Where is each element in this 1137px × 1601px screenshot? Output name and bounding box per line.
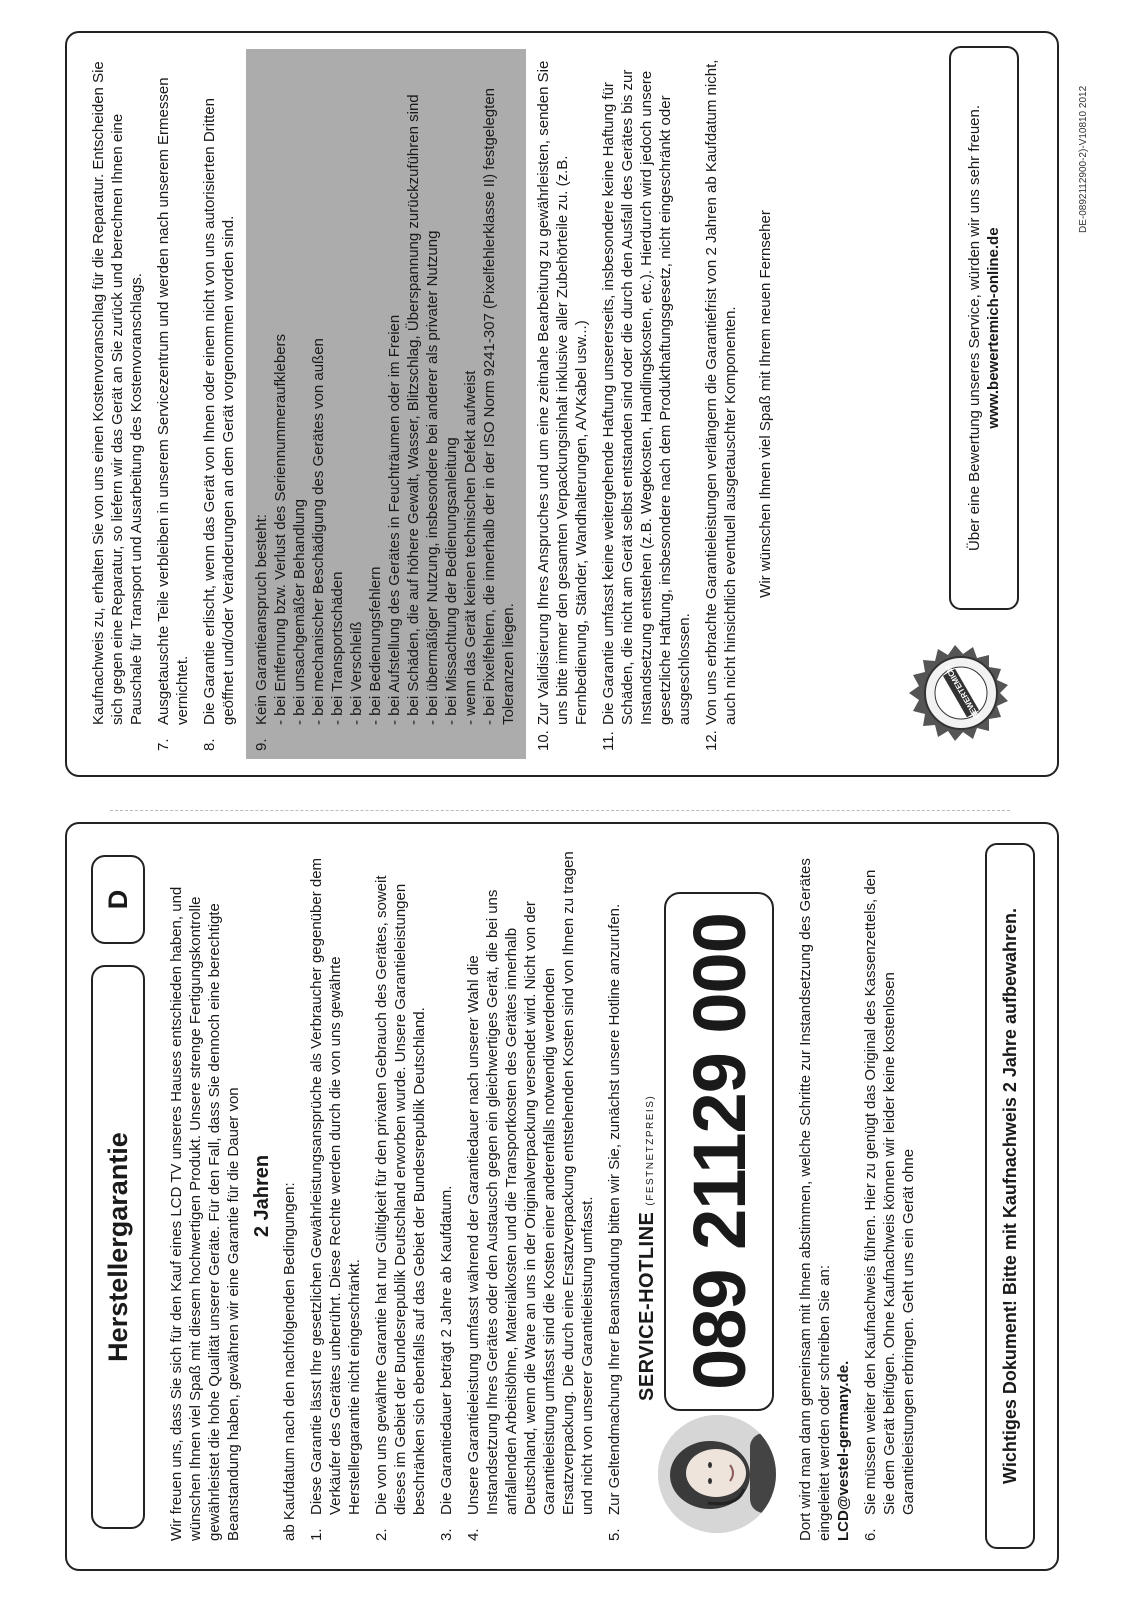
- list-item: 11. Die Garantie umfasst keine weitergehende Haftung unsererseits, insbesondere keine Haftung für Schäden, die nicht am Gerät selbst entstanden sind oder die durch den Ausfall des Gerätes bis zur Instandsetzung entstehen (z.B. Wegekosten, Handlingskosten, etc.). Hierdurch wird jedoch unsere gesetzliche Haftung, insbesondere nach dem Produkthaftungsgesetz, nicht eingeschränkt oder ausgeschlossen.: [600, 69, 693, 751]
- fold-divider: [110, 810, 1010, 811]
- exclusion-line: - bei unsachgemäßer Behandlung: [291, 499, 308, 725]
- important-notice: Wichtiges Dokument! Bitte mit Kaufnachweis 2 Jahre aufbewahren.: [985, 843, 1035, 1549]
- contact-email[interactable]: LCD@vestel-germany.de.: [835, 1360, 852, 1541]
- left-panel: [65, 822, 1059, 1571]
- exclusion-line: - bei Verschleiß: [348, 621, 365, 725]
- right-panel: [65, 31, 1059, 777]
- list-item: 1. Diese Garantie lässt Ihre gesetzlichen Gewährleistungsansprüche als Verbraucher gegenüber dem Verkäufer des Gerätes unberührt. Diese Rechte werden durch die von uns gewährte Herstellergarantie nicht eingeschränkt.: [308, 857, 363, 1541]
- exclusion-line: - bei übermäßiger Nutzung, insbesondere bei anderer als privater Nutzung: [424, 230, 441, 725]
- exclusion-line: - bei Entfernung bzw. Verlust des Seriennummeraufklebers: [272, 333, 289, 725]
- right-body: [89, 57, 775, 751]
- list-item: 3. Die Garantiedauer beträgt 2 Jahre ab Kaufdatum.: [438, 1185, 455, 1541]
- hotline-agent-avatar: [658, 1415, 776, 1533]
- exclusions-box: [246, 49, 526, 759]
- list-item: 5. Zur Geltendmachung Ihrer Beanstandung bitten wir Sie, zunächst unsere Hotline anzurufen.: [606, 903, 623, 1541]
- list-item: 6. Sie müssen weiter den Kaufnachweis führen. Hier zu genügt das Original des Kassenzettels, den Sie dem Gerät beifügen. Ohne Kaufnachweis können wir leider keine kostenlosen Garantieleistungen erbringen. Geht uns ein Gerät ohne: [862, 869, 917, 1541]
- exclusion-line: - bei Bedienungsfehlern: [367, 566, 384, 725]
- hotline-title: SERVICE-HOTLINE(FESTNETZPREIS): [636, 1094, 658, 1401]
- exclusions-heading: Kein Garantieanspruch besteht:: [253, 514, 270, 725]
- country-code-badge: D: [91, 855, 145, 944]
- list-item: 12. Von uns erbrachte Garantieleistungen verlängern die Garantiefrist von 2 Jahren ab Kaufdatum nicht, auch nicht hinsichtlich eventuell ausgetauschter Komponenten.: [703, 59, 739, 751]
- exclusion-line: - bei Aufstellung des Gerätes in Feuchträumen oder im Freien: [386, 314, 403, 725]
- exclusion-line: - bei Schäden, die auf höhere Gewalt, Wasser, Blitzschlag, Überspannung zurückzuführen sind: [405, 94, 422, 725]
- warranty-duration: 2 Jahren: [251, 1154, 273, 1238]
- list-item: 4. Unsere Garantieleistung umfasst während der Garantiedauer nach unserer Wahl die Instandsetzung Ihres Gerätes oder den Austausch gegen ein gleichwertiges Gerät, die bei uns anfallenden Arbeitslöhne, Materialkosten und die Transportkosten des Gerätes innerhalb Deutschland, wenn die Ware an uns in der Originalverpackung versendet wird. Nicht von der Garantieleistung umfasst sind die Kosten einer anderenfalls notwendig werdenden Ersatzverpackung. Die durch eine Ersatzverpackung entstehenden Kosten sind von Ihnen zu tragen und nicht von unserer Garantieleistung umfasst.: [465, 851, 596, 1541]
- exclusion-line: - bei Transportschäden: [329, 571, 346, 725]
- service-hotline: [632, 851, 782, 1541]
- list-item: 2. Die von uns gewährte Garantie hat nur Gültigkeit für den privaten Gebrauch des Gerätes, soweit dieses im Gebiet der Bundesrepublik Deutschland erworben wurde. Unsere Garantieleistungen beschränken sich ebenfalls auf das Gebiet der Bundesrepublik Deutschland.: [373, 875, 428, 1541]
- review-box: [949, 46, 1019, 610]
- intro-text: Wir freuen uns, dass Sie sich für den Kauf eines LCD TV unseres Hauses entschieden haben, und wünschen Ihnen viel Spaß mit diesem hochwertigen Produkt. Unsere strenge Fertigungskontrolle gewährleistet die hohe Qualität unserer Geräte. Für den Fall, dass Sie dennoch eine berechtigte Beanstandung haben, gewähren wir eine Garantie für die Dauer von: [168, 886, 242, 1541]
- exclusion-line: - bei mechanischer Beschädigung des Gerätes von außen: [310, 338, 327, 725]
- quality-seal-icon: [907, 639, 1015, 747]
- hotline-number[interactable]: 089 21129 000: [664, 892, 774, 1411]
- svg-text:BEWERTEMICH: BEWERTEMICH: [943, 663, 982, 721]
- list-item: 8. Die Garantie erlischt, wenn das Gerät von Ihnen oder einem nicht von uns autorisierten Dritten geöffnet und/oder Veränderungen an dem Gerät vorgenommen worden sind.: [201, 98, 237, 751]
- conditions-intro: ab Kaufdatum nach den nachfolgenden Bedingungen:: [281, 1182, 298, 1541]
- list-item: 7. Ausgetauschte Teile verbleiben in unserem Servicezentrum und werden nach unserem Ermessen vernichtet.: [155, 77, 191, 751]
- exclusion-line: - wenn das Gerät keinen technischen Defekt aufweist: [462, 370, 479, 725]
- left-body: [167, 851, 926, 1541]
- page-title: Herstellergarantie: [91, 965, 145, 1529]
- exclusion-line: - bei Pixelfehlern, die innerhalb der in der ISO Norm 9241-307 (Pixelfehlerklasse II) festgelegten Toleranzen liegen.: [481, 87, 517, 725]
- hotline-note: (FESTNETZPREIS): [645, 1094, 656, 1206]
- review-link[interactable]: www.bewertemich-online.de: [985, 227, 1002, 429]
- document-code: DE-0892112900-2)-V10810 2012: [1078, 85, 1089, 233]
- list-item: 9. Kein Garantieanspruch besteht: - bei Entfernung bzw. Verlust des Seriennummeraufklebers - bei unsachgemäßer Behandlung - bei mechanischer Beschädigung des Gerätes von außen - bei Transportschäden - bei Verschleiß - bei Bedienungsfehlern - bei Aufstellung des Gerätes in Feuchträumen oder im Freien - bei Schäden, die auf höhere Gewalt, Wasser, Blitzschlag, Überspannung zurückzuführen sind - bei übermäßiger Nutzung, insbesondere bei anderer als privater Nutzung - bei Missachtung der Bedienungsanleitung - wenn das Gerät keinen technischen Defekt aufweist - bei Pixelfehlern, die innerhalb der in der ISO Norm 9241-307 (Pixelfehlerklasse II) festgelegten Toleranzen liegen.: [252, 57, 518, 751]
- after-hotline-text: Dort wird man dann gemeinsam mit Ihnen abstimmen, welche Schritte zur Instandsetzung des Gerätes eingeleitet werden oder schreiben Sie an:: [797, 858, 833, 1541]
- review-text: Über eine Bewertung unseres Service, würden wir uns sehr freuen.: [966, 104, 983, 552]
- exclusion-line: - bei Missachtung der Bedienungsanleitung: [443, 437, 460, 725]
- list-item: 10. Zur Validisierung Ihres Anspruches und um eine zeitnahe Bearbeitung zu gewährleisten, senden Sie uns bitte immer den gesamten Verpackungsinhalt inklusive aller Zubehörteile zu. (z.B. Fernbedienung, Ständer, Wandhalterungen, A/VKabel usw...): [535, 60, 590, 751]
- closing-text: Wir wünschen Ihnen viel Spaß mit Ihrem neuen Fernseher: [757, 210, 774, 598]
- continuation-text: Kaufnachweis zu, erhalten Sie von uns einen Kostenvoranschlag für die Reparatur. Entscheiden Sie sich gegen eine Reparatur, so liefern wir das Gerät an Sie zurück und berechnen Ihnen eine Pauschale für Transport und Ausarbeitung des Kostenvoranschlags.: [90, 61, 145, 725]
